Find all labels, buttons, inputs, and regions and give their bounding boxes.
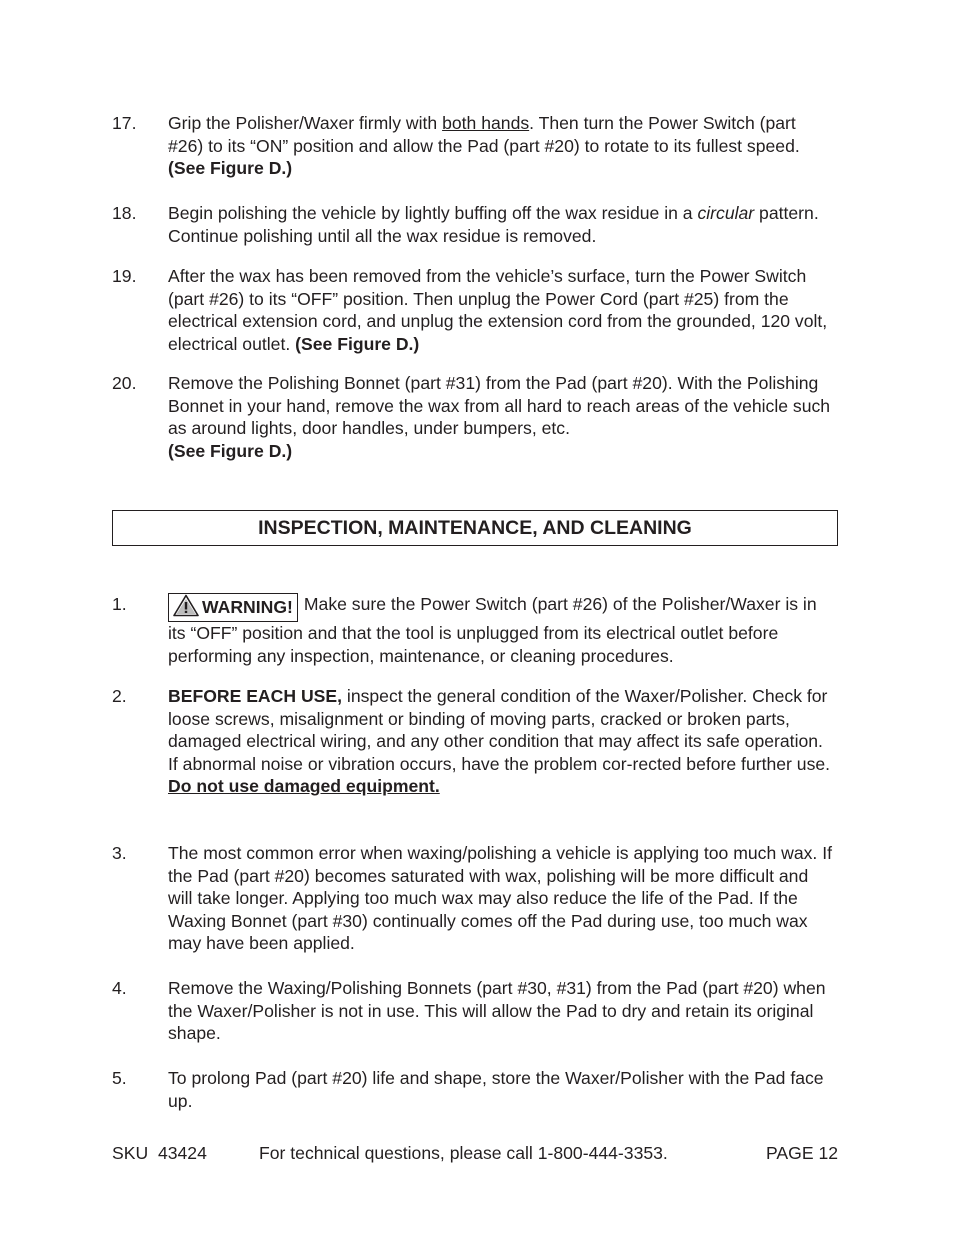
step-20 — [112, 372, 832, 462]
step-number: 19. — [112, 266, 137, 286]
safety-note: Do not use damaged equipment. — [168, 776, 440, 797]
step-number: 5. — [112, 1068, 127, 1088]
emphasis-italic: circular — [697, 203, 755, 223]
step-number: 18. — [112, 203, 137, 223]
maintenance-step-2 — [112, 685, 832, 798]
step-number: 3. — [112, 843, 127, 863]
step-text: Remove the Waxing/Polishing Bonnets (part #30, #31) from the Pad (part #20) when the Waxer/Polisher is not in use. This will allow the Pad to dry and retain its original shape. — [168, 978, 826, 1044]
text-run: inspect the general condition of the Waxer/Polisher. Check for loose screws, misalignment or binding of moving parts, cracked or broken parts, damaged electrical wiring, and any other condition that may affect its safe operation. If abnormal noise or vibration occurs, have the problem cor-rected before further use. — [168, 686, 831, 774]
warning-triangle-icon — [173, 594, 199, 617]
footer-sku: SKU 43424 — [112, 1143, 207, 1163]
step-number: 4. — [112, 978, 127, 998]
footer-page-number: PAGE 12 — [766, 1143, 839, 1163]
step-text — [168, 112, 832, 180]
figure-reference: (See Figure D.) — [168, 440, 293, 461]
maintenance-step-1 — [112, 593, 832, 667]
step-text: To prolong Pad (part #20) life and shape, store the Waxer/Polisher with the Pad face up. — [168, 1068, 824, 1111]
step-number: 20. — [112, 373, 137, 393]
step-text — [168, 202, 832, 247]
step-number: 2. — [112, 686, 127, 706]
step-text — [168, 372, 832, 462]
step-17 — [112, 112, 832, 180]
warning-text: WARNING! — [202, 597, 293, 617]
step-text: The most common error when waxing/polishing a vehicle is applying too much wax. If the Pad (part #20) becomes saturated with wax, polishing will be more difficult and will take longer. Applying too much wax may also reduce the life of the Pad. If the Waxing Bonnet (part #30) continually comes off the Pad during use, too much wax may have been applied. — [168, 843, 832, 954]
section-heading: INSPECTION, MAINTENANCE, AND CLEANING — [258, 517, 692, 539]
figure-reference: (See Figure D.) — [295, 333, 420, 354]
section-heading-box — [112, 510, 838, 546]
lead-in: BEFORE EACH USE, — [168, 686, 343, 706]
figure-reference: (See Figure D.) — [168, 158, 293, 179]
text-run: pattern. Continue polishing until all the wax residue is removed. — [168, 203, 819, 246]
warning-label — [168, 593, 298, 622]
maintenance-step-5 — [112, 1067, 832, 1112]
footer-contact: For technical questions, please call 1-800-444-3353. — [259, 1143, 668, 1163]
maintenance-step-4 — [112, 977, 832, 1045]
step-number: 17. — [112, 113, 137, 133]
text-run: Remove the Polishing Bonnet (part #31) from the Pad (part #20). With the Polishing Bonnet in your hand, remove the wax from all hard to reach areas of the vehicle such as around lights, door handles, under bumpers, etc. — [168, 373, 831, 439]
step-text — [168, 265, 832, 355]
text-run: After the wax has been removed from the vehicle’s surface, turn the Power Switch (part #26) to its “OFF” position. Then unplug the Power Cord (part #25) from the electrical extension cord, and unplug the extension cord from the grounded, 120 volt, electrical outlet. — [168, 266, 828, 354]
text-run: . Then turn the Power Switch (part #26) to its “ON” position and allow the Pad (part #20) to rotate to its fullest speed. — [168, 113, 800, 156]
emphasis-underline: both hands — [442, 113, 530, 133]
step-19 — [112, 265, 832, 355]
step-text — [168, 593, 832, 667]
text-run: Make sure the Power Switch (part #26) of the Polisher/Waxer is in its “OFF” position and that the tool is unplugged from its electrical outlet before performing any inspection, maintenance, or cleaning procedures. — [168, 594, 817, 666]
text-run: Begin polishing the vehicle by lightly buffing off the wax residue in a — [168, 203, 698, 223]
maintenance-step-3 — [112, 842, 832, 955]
step-text — [168, 685, 832, 798]
step-number: 1. — [112, 594, 127, 614]
text-run: Grip the Polisher/Waxer firmly with — [168, 113, 443, 133]
step-18 — [112, 202, 832, 247]
